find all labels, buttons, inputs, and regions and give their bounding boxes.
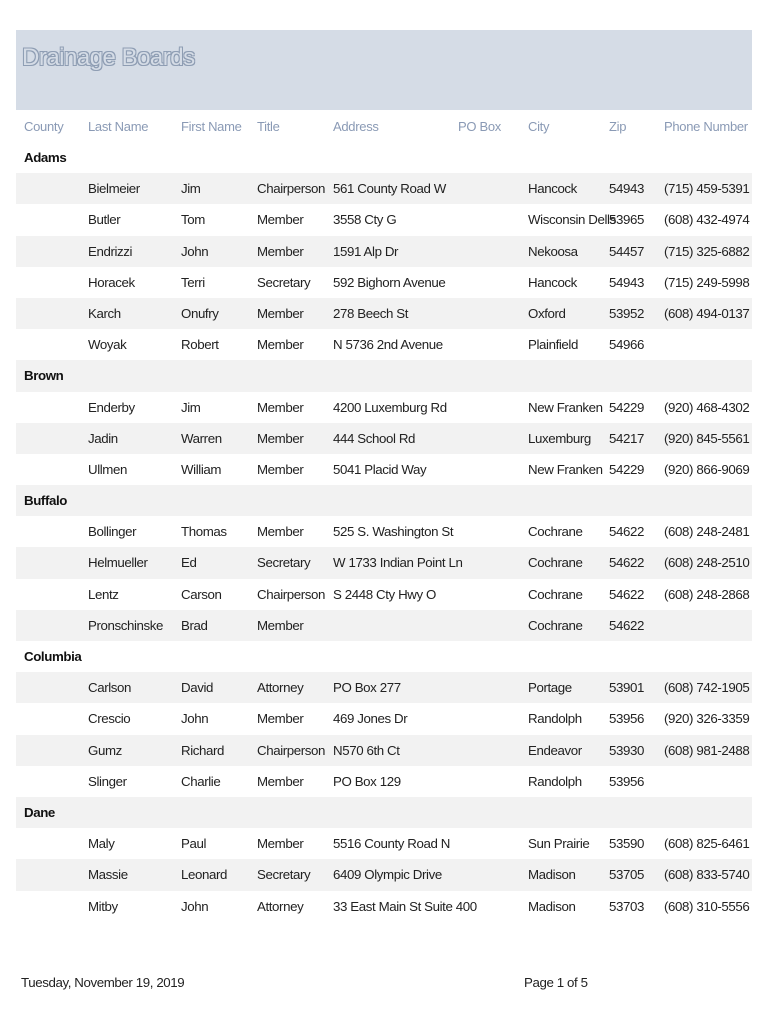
table-row: [16, 735, 752, 766]
county-group-row: [16, 797, 752, 828]
first-name-cell: Paul: [181, 836, 207, 852]
first-name-cell: John: [181, 711, 209, 727]
city-cell: Cochrane: [528, 555, 583, 571]
column-header-address: Address: [333, 119, 379, 134]
zip-cell: 54217: [609, 430, 644, 446]
title-cell: Secretary: [257, 867, 311, 883]
phone-cell: (608) 310-5556: [664, 898, 750, 914]
address-cell: 592 Bighorn Avenue: [333, 274, 446, 290]
table-row: [16, 267, 752, 298]
address-cell: 525 S. Washington St: [333, 524, 454, 540]
zip-cell: 53952: [609, 305, 644, 321]
title-cell: Member: [257, 212, 304, 228]
zip-cell: 53956: [609, 711, 644, 727]
table-row: [16, 672, 752, 703]
phone-cell: (920) 866-9069: [664, 461, 750, 477]
title-cell: Secretary: [257, 555, 311, 571]
title-cell: Member: [257, 337, 304, 353]
first-name-cell: Onufry: [181, 305, 219, 321]
title-cell: Member: [257, 461, 304, 477]
report-title-band: [16, 30, 752, 110]
column-header-po-box: PO Box: [458, 119, 501, 134]
city-cell: Nekoosa: [528, 243, 578, 259]
table-row: [16, 173, 752, 204]
first-name-cell: Jim: [181, 181, 201, 197]
title-cell: Member: [257, 773, 304, 789]
phone-cell: (608) 432-4974: [664, 212, 750, 228]
last-name-cell: Gumz: [88, 742, 122, 758]
title-cell: Member: [257, 305, 304, 321]
address-cell: 469 Jones Dr: [333, 711, 408, 727]
column-header-zip: Zip: [609, 119, 627, 134]
table-row: [16, 204, 752, 235]
zip-cell: 54457: [609, 243, 644, 259]
last-name-cell: Massie: [88, 867, 128, 883]
last-name-cell: Bielmeier: [88, 181, 140, 197]
title-cell: Chairperson: [257, 742, 326, 758]
phone-cell: (608) 248-2510: [664, 555, 750, 571]
column-header-phone: Phone Number: [664, 119, 748, 134]
table-row: [16, 516, 752, 547]
zip-cell: 54229: [609, 461, 644, 477]
address-cell: N 5736 2nd Avenue: [333, 337, 443, 353]
report-title: Drainage Boards: [22, 44, 195, 71]
last-name-cell: Lentz: [88, 586, 119, 602]
address-cell: S 2448 Cty Hwy O: [333, 586, 436, 602]
table-row: [16, 392, 752, 423]
last-name-cell: Karch: [88, 305, 121, 321]
zip-cell: 54229: [609, 399, 644, 415]
first-name-cell: Jim: [181, 399, 201, 415]
first-name-cell: William: [181, 461, 222, 477]
last-name-cell: Pronschinske: [88, 617, 164, 633]
last-name-cell: Jadin: [88, 430, 118, 446]
zip-cell: 53705: [609, 867, 644, 883]
address-cell: 4200 Luxemburg Rd: [333, 399, 447, 415]
phone-cell: (608) 833-5740: [664, 867, 750, 883]
county-name: Adams: [24, 150, 67, 165]
county-name: Columbia: [24, 649, 82, 664]
column-header-last-name: Last Name: [88, 119, 149, 134]
phone-cell: (920) 468-4302: [664, 399, 750, 415]
last-name-cell: Maly: [88, 836, 115, 852]
address-cell: 561 County Road W: [333, 181, 446, 197]
address-cell: 33 East Main St Suite 400: [333, 898, 477, 914]
table-row: [16, 891, 752, 922]
phone-cell: (715) 249-5998: [664, 274, 750, 290]
zip-cell: 54622: [609, 524, 644, 540]
table-row: [16, 703, 752, 734]
address-cell: W 1733 Indian Point Ln: [333, 555, 463, 571]
phone-cell: (608) 825-6461: [664, 836, 750, 852]
zip-cell: 53590: [609, 836, 644, 852]
zip-cell: 54622: [609, 586, 644, 602]
table-row: [16, 579, 752, 610]
title-cell: Attorney: [257, 898, 304, 914]
table-row: [16, 329, 752, 360]
city-cell: Madison: [528, 898, 576, 914]
table-row: [16, 423, 752, 454]
city-cell: Wisconsin Dells: [528, 212, 616, 228]
zip-cell: 54622: [609, 617, 644, 633]
city-cell: New Franken: [528, 399, 603, 415]
zip-cell: 53965: [609, 212, 644, 228]
phone-cell: (608) 494-0137: [664, 305, 750, 321]
table-row: [16, 859, 752, 890]
phone-cell: (608) 981-2488: [664, 742, 750, 758]
county-group-row: [16, 142, 752, 173]
footer-page-number: Page 1 of 5: [524, 975, 588, 990]
table-row: [16, 547, 752, 578]
phone-cell: (715) 459-5391: [664, 181, 750, 197]
address-cell: 1591 Alp Dr: [333, 243, 399, 259]
last-name-cell: Crescio: [88, 711, 131, 727]
first-name-cell: Tom: [181, 212, 205, 228]
table-row: [16, 236, 752, 267]
address-cell: 5516 County Road N: [333, 836, 450, 852]
column-header-row: [0, 117, 770, 139]
city-cell: Portage: [528, 680, 572, 696]
first-name-cell: Richard: [181, 742, 225, 758]
column-header-county: County: [24, 119, 64, 134]
last-name-cell: Carlson: [88, 680, 132, 696]
address-cell: PO Box 277: [333, 680, 401, 696]
zip-cell: 54622: [609, 555, 644, 571]
address-cell: 3558 Cty G: [333, 212, 397, 228]
title-cell: Member: [257, 524, 304, 540]
zip-cell: 53956: [609, 773, 644, 789]
address-cell: 278 Beech St: [333, 305, 409, 321]
table-row: [16, 454, 752, 485]
county-group-row: [16, 485, 752, 516]
last-name-cell: Bollinger: [88, 524, 137, 540]
address-cell: 444 School Rd: [333, 430, 416, 446]
title-cell: Member: [257, 711, 304, 727]
first-name-cell: Ed: [181, 555, 197, 571]
column-header-first-name: First Name: [181, 119, 242, 134]
last-name-cell: Enderby: [88, 399, 135, 415]
city-cell: Randolph: [528, 711, 582, 727]
city-cell: Hancock: [528, 181, 577, 197]
phone-cell: (608) 248-2481: [664, 524, 750, 540]
footer-date: Tuesday, November 19, 2019: [21, 975, 185, 990]
title-cell: Secretary: [257, 274, 311, 290]
city-cell: Sun Prairie: [528, 836, 590, 852]
first-name-cell: John: [181, 243, 209, 259]
title-cell: Member: [257, 430, 304, 446]
county-name: Brown: [24, 368, 64, 384]
zip-cell: 54943: [609, 181, 644, 197]
last-name-cell: Butler: [88, 212, 121, 228]
city-cell: Luxemburg: [528, 430, 591, 446]
phone-cell: (920) 326-3359: [664, 711, 750, 727]
title-cell: Member: [257, 399, 304, 415]
first-name-cell: Warren: [181, 430, 222, 446]
zip-cell: 53930: [609, 742, 644, 758]
city-cell: Endeavor: [528, 742, 582, 758]
last-name-cell: Endrizzi: [88, 243, 133, 259]
zip-cell: 53703: [609, 898, 644, 914]
city-cell: New Franken: [528, 461, 603, 477]
first-name-cell: Charlie: [181, 773, 221, 789]
title-cell: Attorney: [257, 680, 304, 696]
column-header-city: City: [528, 119, 550, 134]
address-cell: 5041 Placid Way: [333, 461, 427, 477]
zip-cell: 53901: [609, 680, 644, 696]
first-name-cell: Leonard: [181, 867, 227, 883]
title-cell: Chairperson: [257, 181, 326, 197]
phone-cell: (920) 845-5561: [664, 430, 750, 446]
table-row: [16, 828, 752, 859]
county-name: Dane: [24, 804, 55, 820]
table-row: [16, 610, 752, 641]
phone-cell: (715) 325-6882: [664, 243, 750, 259]
first-name-cell: John: [181, 898, 209, 914]
last-name-cell: Horacek: [88, 274, 135, 290]
first-name-cell: David: [181, 680, 213, 696]
city-cell: Hancock: [528, 274, 577, 290]
county-group-row: [16, 641, 752, 672]
table-row: [16, 766, 752, 797]
phone-cell: (608) 742-1905: [664, 680, 750, 696]
county-group-row: [16, 360, 752, 391]
address-cell: PO Box 129: [333, 773, 401, 789]
title-cell: Member: [257, 836, 304, 852]
phone-cell: (608) 248-2868: [664, 586, 750, 602]
zip-cell: 54943: [609, 274, 644, 290]
address-cell: N570 6th Ct: [333, 742, 400, 758]
title-cell: Chairperson: [257, 586, 326, 602]
city-cell: Cochrane: [528, 524, 583, 540]
city-cell: Plainfield: [528, 337, 578, 353]
zip-cell: 54966: [609, 337, 644, 353]
city-cell: Cochrane: [528, 586, 583, 602]
last-name-cell: Slinger: [88, 773, 127, 789]
last-name-cell: Mitby: [88, 898, 118, 914]
column-header-title: Title: [257, 119, 280, 134]
title-cell: Member: [257, 243, 304, 259]
first-name-cell: Brad: [181, 617, 208, 633]
first-name-cell: Robert: [181, 337, 219, 353]
address-cell: 6409 Olympic Drive: [333, 867, 442, 883]
first-name-cell: Carson: [181, 586, 222, 602]
table-row: [16, 298, 752, 329]
last-name-cell: Helmueller: [88, 555, 148, 571]
county-name: Buffalo: [24, 493, 67, 509]
title-cell: Member: [257, 617, 304, 633]
last-name-cell: Ullmen: [88, 461, 127, 477]
city-cell: Madison: [528, 867, 576, 883]
report-table-body: [16, 142, 752, 922]
last-name-cell: Woyak: [88, 337, 127, 353]
first-name-cell: Thomas: [181, 524, 227, 540]
city-cell: Cochrane: [528, 617, 583, 633]
first-name-cell: Terri: [181, 274, 205, 290]
city-cell: Oxford: [528, 305, 566, 321]
city-cell: Randolph: [528, 773, 582, 789]
